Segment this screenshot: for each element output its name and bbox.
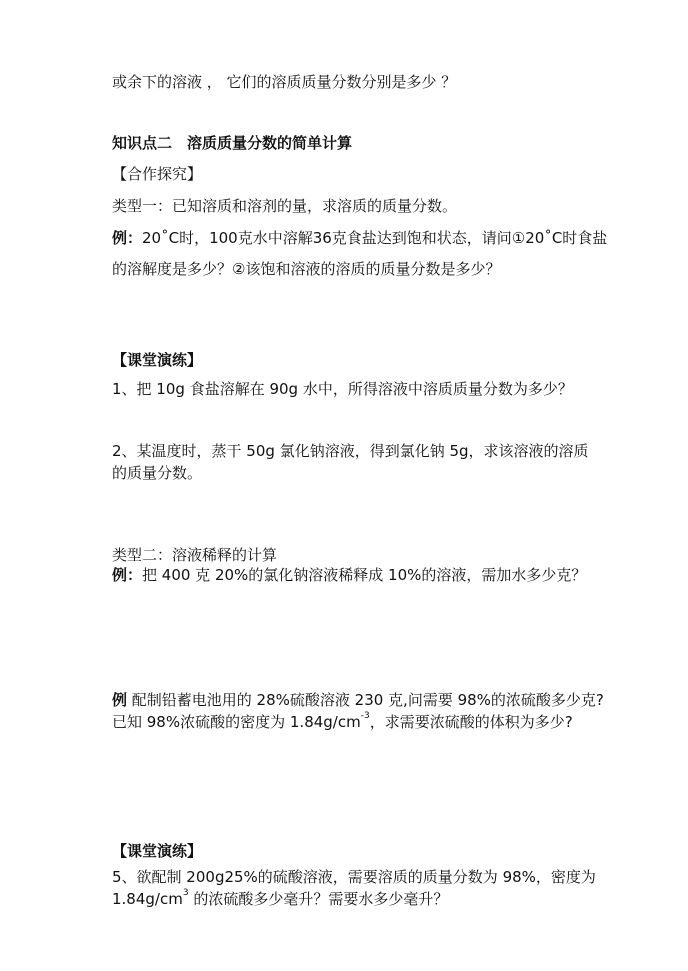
practice-question-5-line-1: 5、欲配制 200g25%的硫酸溶液，需要溶质的质量分数为 98%，密度为 xyxy=(112,868,596,886)
practice-question-2-line-1: 2、某温度时，蒸干 50g 氯化钠溶液，得到氯化钠 5g，求该溶液的溶质 xyxy=(112,442,589,460)
density-value: 1.84g/cm xyxy=(112,890,183,908)
volume-question-text: ，求需要浓硫酸的体积为多少? xyxy=(369,713,573,731)
practice-question-1: 1、把 10g 食盐溶解在 90g 水中，所得溶液中溶质质量分数为多少？ xyxy=(112,380,573,398)
example-3-line-2 xyxy=(112,712,573,732)
density-text: 已知 98%浓硫酸的密度为 1.84g/cm xyxy=(112,713,361,731)
exponent: 3 xyxy=(182,888,189,898)
text-line-remaining-solution-question: 或余下的溶液 ， 它们的溶质质量分数分别是多少 ？ xyxy=(112,73,457,91)
example-label: 例： xyxy=(112,229,143,247)
example-2-line xyxy=(112,565,586,585)
practice-question-5-line-2 xyxy=(112,889,448,909)
example-1-line-1 xyxy=(112,228,607,248)
example-2-text: 把 400 克 20%的氯化钠溶液稀释成 10%的溶液，需加水多少克？ xyxy=(142,566,587,584)
example-3-text: 配制铅蓄电池用的 28%硫酸溶液 230 克,问需要 98%的浓硫酸多少克? xyxy=(127,691,604,709)
practice-question-2-line-2: 的质量分数。 xyxy=(112,464,203,482)
example-label: 例： xyxy=(112,566,143,584)
volume-question-text: 的浓硫酸多少毫升？需要水多少毫升？ xyxy=(188,890,449,908)
subheading-class-practice-1: 【课堂演练】 xyxy=(112,351,203,369)
subheading-cooperative-inquiry: 【合作探究】 xyxy=(112,165,203,183)
exponent: -3 xyxy=(360,711,370,721)
type-two-heading: 类型二：溶液稀释的计算 xyxy=(112,546,278,564)
example-label: 例 xyxy=(112,691,128,709)
subheading-class-practice-2: 【课堂演练】 xyxy=(112,842,203,860)
type-one-heading: 类型一：已知溶质和溶剂的量，求溶质的质量分数。 xyxy=(112,197,458,215)
example-1-text: 20˚C时，100克水中溶解36克食盐达到饱和状态，请问①20˚C时食盐 xyxy=(142,229,608,247)
example-1-line-2: 的溶解度是多少？②该饱和溶液的溶质的质量分数是多少？ xyxy=(112,260,501,278)
example-3-line-1 xyxy=(112,690,604,710)
section-heading-knowledge-point-2: 知识点二 溶质质量分数的简单计算 xyxy=(112,134,353,152)
